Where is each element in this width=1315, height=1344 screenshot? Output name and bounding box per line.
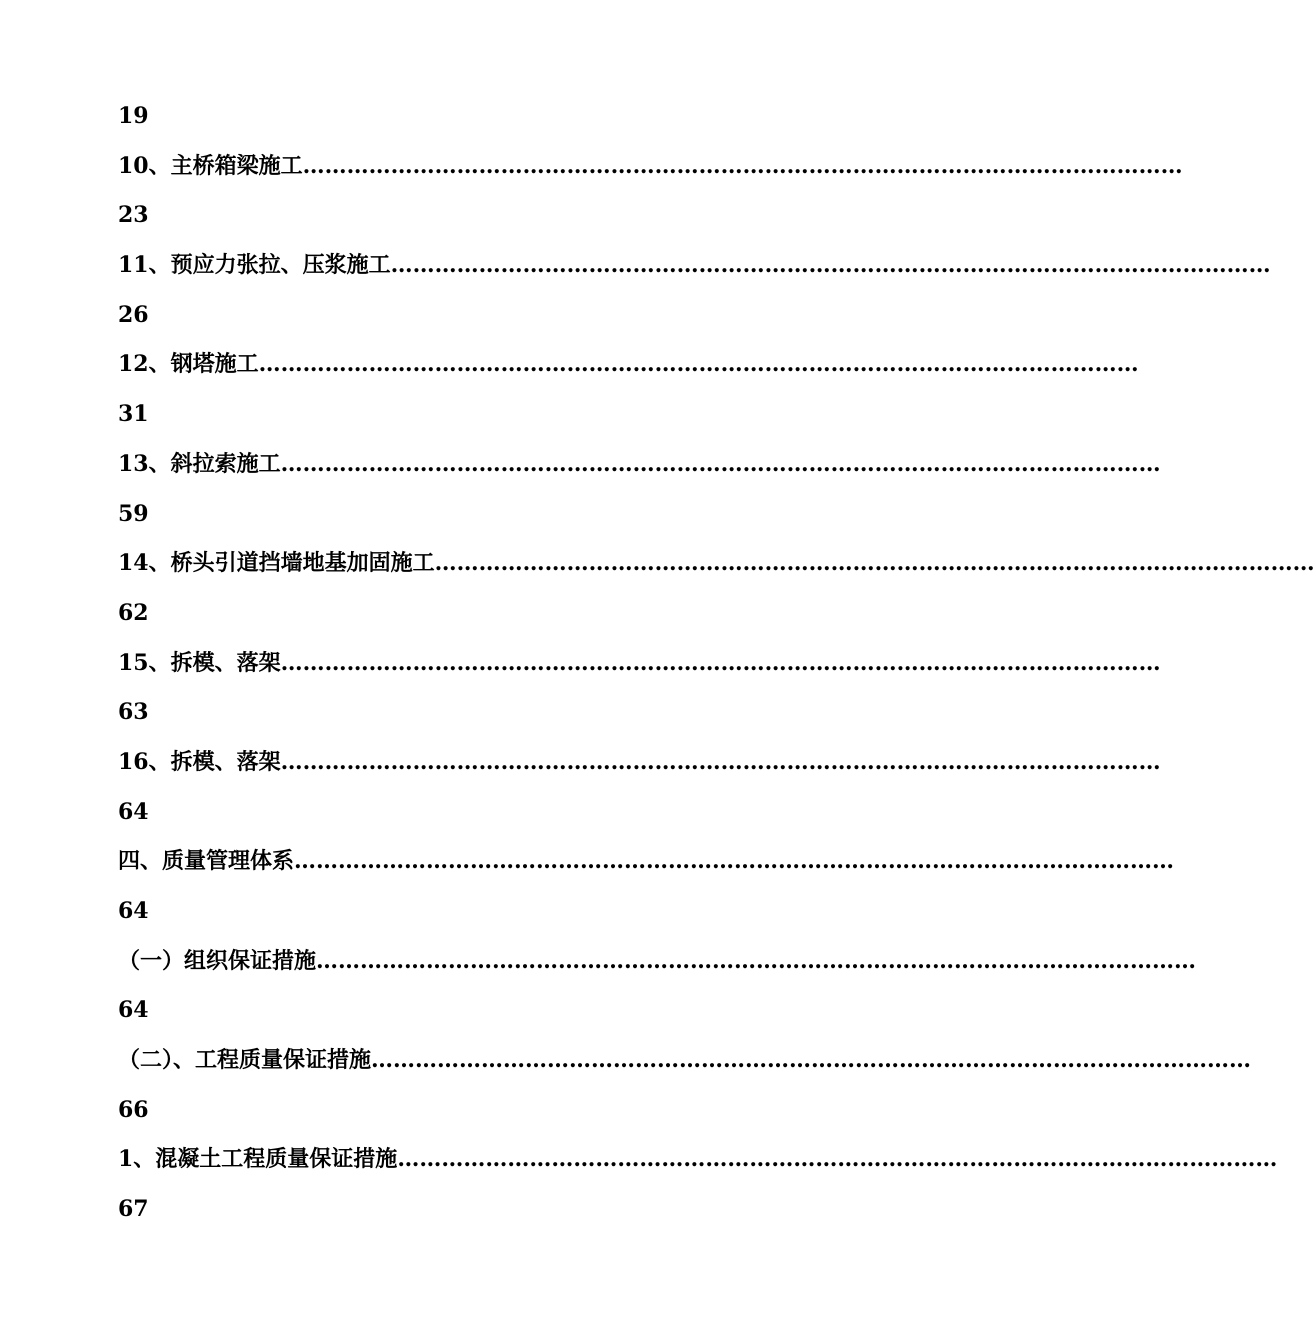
toc-dot-leader: ………………………………………………………………………………………………………… — [258, 351, 1139, 378]
toc-entry-title[interactable] — [118, 249, 1271, 299]
toc-page-number-text: 64 — [118, 798, 149, 825]
toc-dot-leader: ………………………………………………………………………………………………………… — [280, 649, 1161, 676]
toc-page-number — [118, 994, 818, 1044]
toc-entry-title[interactable] — [118, 945, 1197, 995]
toc-entry-title-text: （二）、工程质量保证措施 — [118, 1047, 372, 1074]
toc-page-number-text: 64 — [118, 898, 149, 924]
toc-dot-leader: ………………………………………………………………………………………………………… — [280, 450, 1161, 477]
toc-entry-title[interactable] — [118, 448, 1161, 498]
toc-page-number-text: 26 — [118, 301, 149, 328]
toc-entry-title[interactable] — [118, 845, 1175, 895]
toc-entry-title-text: 16、拆模、落架 — [118, 748, 281, 775]
toc-entry-title-text: 10、主桥箱梁施工 — [118, 152, 303, 179]
toc-entry-title-text: 13、斜拉索施工 — [118, 450, 281, 477]
toc-entry-title[interactable] — [118, 348, 1139, 398]
toc-dot-leader: ………………………………………………………………………………………………………… — [390, 252, 1271, 279]
toc-dot-leader: ………………………………………………………………………………………………………… — [397, 1146, 1278, 1173]
toc-entry-title-text: 14、桥头引道挡墙地基加固施工 — [118, 550, 435, 577]
toc-entry-title-text: 12、钢塔施工 — [118, 351, 259, 378]
toc-page-number-text: 31 — [118, 401, 149, 428]
toc-page-number — [118, 796, 818, 846]
toc-page-number-text: 23 — [118, 202, 149, 229]
toc-entry-title[interactable] — [118, 1044, 1252, 1094]
toc-entry-title[interactable] — [118, 150, 1183, 200]
toc-dot-leader: ………………………………………………………………………………………………………… — [371, 1047, 1252, 1074]
toc-page-number-text: 63 — [118, 699, 149, 726]
toc-entry-title[interactable] — [118, 1143, 1278, 1193]
toc-dot-leader: ………………………………………………………………………………………………………… — [316, 947, 1197, 974]
toc-page-number-text: 67 — [118, 1196, 149, 1223]
toc-page-number-text: 64 — [118, 997, 149, 1024]
toc-entry-title-text: 1、混凝土工程质量保证措施 — [118, 1146, 398, 1173]
toc-page-number-text: 66 — [118, 1096, 149, 1123]
table-of-contents — [118, 100, 1315, 1243]
toc-entry-title-text: 四、质量管理体系 — [118, 848, 295, 875]
toc-dot-leader: ………………………………………………………………………………………………………… — [434, 550, 1315, 577]
toc-page-number-text: 59 — [118, 500, 149, 527]
toc-page-number-text: 62 — [118, 599, 149, 626]
toc-page-number — [118, 199, 818, 249]
toc-page-number — [118, 1094, 818, 1144]
toc-page-number — [118, 299, 818, 349]
toc-entry-title[interactable] — [118, 647, 1161, 697]
toc-page-number — [118, 1193, 818, 1243]
toc-dot-leader: ………………………………………………………………………………………………………… — [294, 848, 1175, 875]
toc-dot-leader: ………………………………………………………………………………………………………… — [280, 748, 1161, 775]
toc-page-number — [118, 398, 818, 448]
toc-entry-title-text: （一）组织保证措施 — [118, 947, 317, 974]
toc-page-number — [118, 498, 818, 548]
toc-dot-leader: ………………………………………………………………………………………………………… — [302, 152, 1183, 179]
toc-entry-title[interactable] — [118, 746, 1161, 796]
toc-entry-title-text: 15、拆模、落架 — [118, 649, 281, 676]
toc-entry-title-text: 11、预应力张拉、压浆施工 — [118, 252, 391, 279]
toc-page-number — [118, 895, 818, 945]
toc-page-number — [118, 696, 818, 746]
toc-page-number — [118, 100, 818, 150]
toc-page-number-text: 19 — [118, 103, 149, 129]
toc-entry-title[interactable] — [118, 547, 1315, 597]
toc-page-number — [118, 597, 818, 647]
